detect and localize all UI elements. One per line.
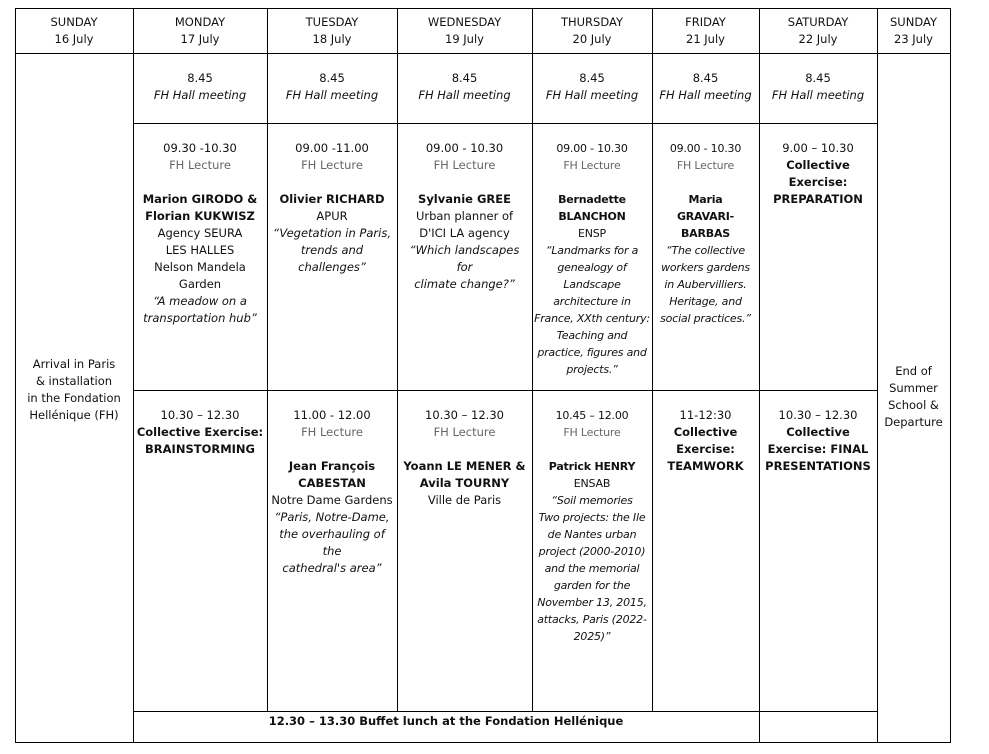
lecture-title: “Landmarks for a bbox=[545, 244, 639, 257]
header-day: SUNDAY bbox=[890, 15, 937, 29]
session-time: 10.30 – 12.30 bbox=[160, 408, 240, 422]
session-type: FH Lecture bbox=[433, 158, 496, 172]
speaker-org: Ville de Paris bbox=[427, 493, 502, 507]
col-line-3 bbox=[397, 8, 398, 712]
arrival-line: Arrival in Paris bbox=[32, 357, 116, 371]
hall-time: 8.45 bbox=[319, 71, 345, 85]
lecture-title: “Vegetation in Paris, bbox=[273, 226, 391, 240]
late-friday bbox=[652, 407, 759, 475]
session-type: FH Lecture bbox=[169, 158, 231, 172]
lecture-title: Heritage, and bbox=[669, 295, 742, 308]
col-line-5 bbox=[652, 8, 653, 712]
session-time: 09.30 -10.30 bbox=[163, 141, 237, 155]
speaker-name: Bernadette bbox=[558, 193, 626, 206]
speaker-name: Maria bbox=[688, 193, 723, 206]
hall-meeting-monday bbox=[133, 70, 267, 104]
header-date: 21 July bbox=[686, 32, 725, 46]
lecture-title: “The collective bbox=[665, 244, 745, 257]
session-type: FH Lecture bbox=[676, 159, 735, 172]
header-date: 17 July bbox=[180, 32, 220, 46]
header-monday bbox=[133, 14, 267, 48]
lecture-title: “Paris, Notre-Dame, bbox=[274, 510, 390, 524]
lecture-title: Landscape bbox=[563, 278, 621, 291]
hall-divider bbox=[133, 123, 877, 124]
late-thursday bbox=[532, 407, 652, 645]
lecture-title: workers gardens bbox=[661, 261, 750, 274]
session-time: 10.30 – 12.30 bbox=[778, 408, 858, 422]
exercise-label: Exercise: bbox=[676, 442, 735, 456]
lecture-title: architecture in bbox=[553, 295, 631, 308]
border-bottom bbox=[15, 742, 950, 743]
lecture-title: France, XXth century: bbox=[534, 312, 650, 325]
morning-wednesday bbox=[397, 140, 532, 293]
header-day: FRIDAY bbox=[685, 15, 726, 29]
header-day: SATURDAY bbox=[787, 15, 849, 29]
header-thursday bbox=[532, 14, 652, 48]
session-time: 10.30 – 12.30 bbox=[425, 408, 504, 422]
speaker-org: D'ICI LA agency bbox=[419, 226, 510, 240]
session-type: FH Lecture bbox=[563, 426, 621, 439]
arrival-line: Hellénique (FH) bbox=[29, 408, 119, 422]
header-day: THURSDAY bbox=[560, 15, 624, 29]
speaker-org: Garden bbox=[178, 277, 222, 291]
late-monday bbox=[133, 407, 267, 458]
speaker-name: Florian KUKWISZ bbox=[145, 209, 255, 223]
session-type: FH Lecture bbox=[433, 425, 496, 439]
lecture-title: “Which landscapes for bbox=[409, 243, 520, 274]
hall-meeting-saturday bbox=[759, 70, 877, 104]
exercise-label: Collective bbox=[786, 425, 850, 439]
session-type: FH Lecture bbox=[301, 158, 363, 172]
speaker-name: Patrick HENRY bbox=[548, 460, 636, 473]
speaker-name: Olivier RICHARD bbox=[279, 192, 385, 206]
speaker-org: ENSAB bbox=[573, 477, 611, 490]
lecture-title: projects.” bbox=[566, 363, 618, 376]
late-wednesday bbox=[397, 407, 532, 509]
session-type: FH Lecture bbox=[563, 159, 621, 172]
header-date: 18 July bbox=[312, 32, 352, 46]
header-wednesday bbox=[397, 14, 532, 48]
exercise-label: PREPARATION bbox=[773, 192, 863, 206]
speaker-name: BLANCHON bbox=[558, 210, 626, 223]
lecture-title: “A meadow on a bbox=[153, 294, 247, 308]
speaker-org: APUR bbox=[316, 209, 348, 223]
lecture-title: in Aubervilliers. bbox=[664, 278, 747, 291]
lecture-title: attacks, Paris (2022- bbox=[537, 613, 647, 626]
lecture-title: genealogy of bbox=[557, 261, 627, 274]
morning-thursday bbox=[532, 140, 652, 378]
lecture-title: garden for the bbox=[553, 579, 631, 592]
hall-time: 8.45 bbox=[579, 71, 605, 85]
session-time: 11.00 - 12.00 bbox=[293, 408, 371, 422]
col-line-2 bbox=[267, 8, 268, 712]
speaker-name: Avila TOURNY bbox=[419, 476, 510, 490]
arrival-cell bbox=[15, 356, 133, 424]
hall-label: FH Hall meeting bbox=[659, 88, 752, 102]
session-time: 09.00 - 10.30 bbox=[425, 141, 504, 155]
col-line-1 bbox=[133, 8, 134, 743]
arrival-line: & installation bbox=[35, 374, 113, 388]
morning-saturday bbox=[759, 140, 877, 208]
departure-line: End of bbox=[895, 364, 932, 378]
speaker-name: Jean François bbox=[288, 459, 376, 473]
speaker-name: GRAVARI- bbox=[676, 210, 735, 223]
header-date: 16 July bbox=[54, 32, 94, 46]
hall-time: 8.45 bbox=[805, 71, 831, 85]
speaker-name: CABESTAN bbox=[298, 476, 366, 490]
lecture-title: challenges” bbox=[298, 260, 366, 274]
hall-time: 8.45 bbox=[451, 71, 478, 85]
hall-meeting-tuesday bbox=[267, 70, 397, 104]
speaker-name: BARBAS bbox=[681, 227, 730, 240]
lecture-title: social practices.” bbox=[660, 312, 751, 325]
lecture-title: trends and bbox=[300, 243, 364, 257]
speaker-name: Sylvanie GREE bbox=[418, 192, 511, 206]
header-day: WEDNESDAY bbox=[427, 15, 502, 29]
hall-meeting-friday bbox=[652, 70, 759, 104]
exercise-label: PRESENTATIONS bbox=[765, 459, 871, 473]
speaker-name: Marion GIRODO & bbox=[142, 192, 258, 206]
lecture-title: 2025)” bbox=[573, 630, 611, 643]
speaker-org: Nelson Mandela bbox=[154, 260, 246, 274]
hall-time: 8.45 bbox=[692, 71, 719, 85]
header-date: 20 July bbox=[572, 32, 612, 46]
col-line-8 bbox=[950, 8, 951, 743]
late-tuesday bbox=[267, 407, 397, 577]
session-time: 09.00 - 10.30 bbox=[669, 142, 742, 155]
morning-friday bbox=[652, 140, 759, 327]
departure-cell bbox=[877, 363, 950, 431]
speaker-org: Notre Dame Gardens bbox=[271, 493, 393, 507]
lecture-title: Two projects: the Ile bbox=[538, 511, 646, 524]
exercise-label: TEAMWORK bbox=[667, 459, 744, 473]
morning-tuesday bbox=[267, 140, 397, 276]
late-saturday bbox=[759, 407, 877, 475]
border-top bbox=[15, 8, 950, 9]
session-time: 11-12:30 bbox=[679, 408, 732, 422]
header-friday bbox=[652, 14, 759, 48]
session-time: 09.00 -11.00 bbox=[295, 141, 369, 155]
exercise-label: Collective bbox=[673, 425, 738, 439]
session-time: 09.00 - 10.30 bbox=[556, 142, 628, 155]
header-sunday-23 bbox=[877, 14, 950, 48]
departure-line: School & bbox=[888, 398, 939, 412]
lecture-title: project (2000-2010) bbox=[538, 545, 646, 558]
hall-label: FH Hall meeting bbox=[153, 88, 247, 102]
header-divider bbox=[15, 53, 950, 54]
header-sunday-16 bbox=[15, 14, 133, 48]
arrival-line: in the Fondation bbox=[27, 391, 121, 405]
lecture-title: climate change?” bbox=[414, 277, 515, 291]
header-date: 19 July bbox=[445, 32, 484, 46]
lecture-title: transportation hub” bbox=[143, 311, 257, 325]
morning-monday bbox=[133, 140, 267, 327]
lecture-title: Teaching and bbox=[556, 329, 628, 342]
hall-label: FH Hall meeting bbox=[285, 88, 379, 102]
header-day: SUNDAY bbox=[50, 15, 98, 29]
exercise-label: Exercise: FINAL bbox=[767, 442, 869, 456]
speaker-org: Agency SEURA bbox=[157, 226, 243, 240]
lecture-title: practice, figures and bbox=[537, 346, 647, 359]
session-time: 9.00 – 10.30 bbox=[782, 141, 854, 155]
header-saturday bbox=[759, 14, 877, 48]
header-day: MONDAY bbox=[174, 15, 226, 29]
departure-line: Departure bbox=[884, 415, 943, 429]
lecture-title: de Nantes urban bbox=[547, 528, 637, 541]
speaker-org: ENSP bbox=[578, 227, 606, 240]
lecture-title: cathedral's area” bbox=[282, 561, 382, 575]
lecture-title: “Soil memories bbox=[551, 494, 633, 507]
session-type: FH Lecture bbox=[301, 425, 363, 439]
header-date: 23 July bbox=[894, 32, 933, 46]
speaker-org: LES HALLES bbox=[165, 243, 235, 257]
speaker-name: Yoann LE MENER & bbox=[403, 459, 526, 473]
lecture-title: November 13, 2015, bbox=[537, 596, 647, 609]
hall-label: FH Hall meeting bbox=[545, 88, 639, 102]
session-time: 10.45 – 12.00 bbox=[555, 409, 629, 422]
hall-label: FH Hall meeting bbox=[418, 88, 511, 102]
hall-label: FH Hall meeting bbox=[771, 88, 865, 102]
exercise-label: Collective bbox=[786, 158, 850, 172]
hall-meeting-thursday bbox=[532, 70, 652, 104]
hall-time: 8.45 bbox=[187, 71, 213, 85]
speaker-org: Urban planner of bbox=[415, 209, 514, 223]
col-line-6 bbox=[759, 8, 760, 743]
header-date: 22 July bbox=[798, 32, 838, 46]
departure-line: Summer bbox=[889, 381, 938, 395]
morning-divider bbox=[133, 390, 877, 391]
header-day: TUESDAY bbox=[305, 15, 359, 29]
lecture-title: the overhauling of the bbox=[279, 527, 385, 558]
lunch-banner: 12.30 – 13.30 Buffet lunch at the Fondation Hellénique bbox=[268, 714, 624, 728]
lecture-title: and the memorial bbox=[544, 562, 640, 575]
lunch-divider bbox=[133, 711, 877, 712]
exercise-label: Exercise: bbox=[788, 175, 848, 189]
hall-meeting-wednesday bbox=[397, 70, 532, 104]
exercise-label: Collective Exercise: bbox=[136, 425, 264, 439]
header-tuesday bbox=[267, 14, 397, 48]
exercise-label: BRAINSTORMING bbox=[145, 442, 255, 456]
